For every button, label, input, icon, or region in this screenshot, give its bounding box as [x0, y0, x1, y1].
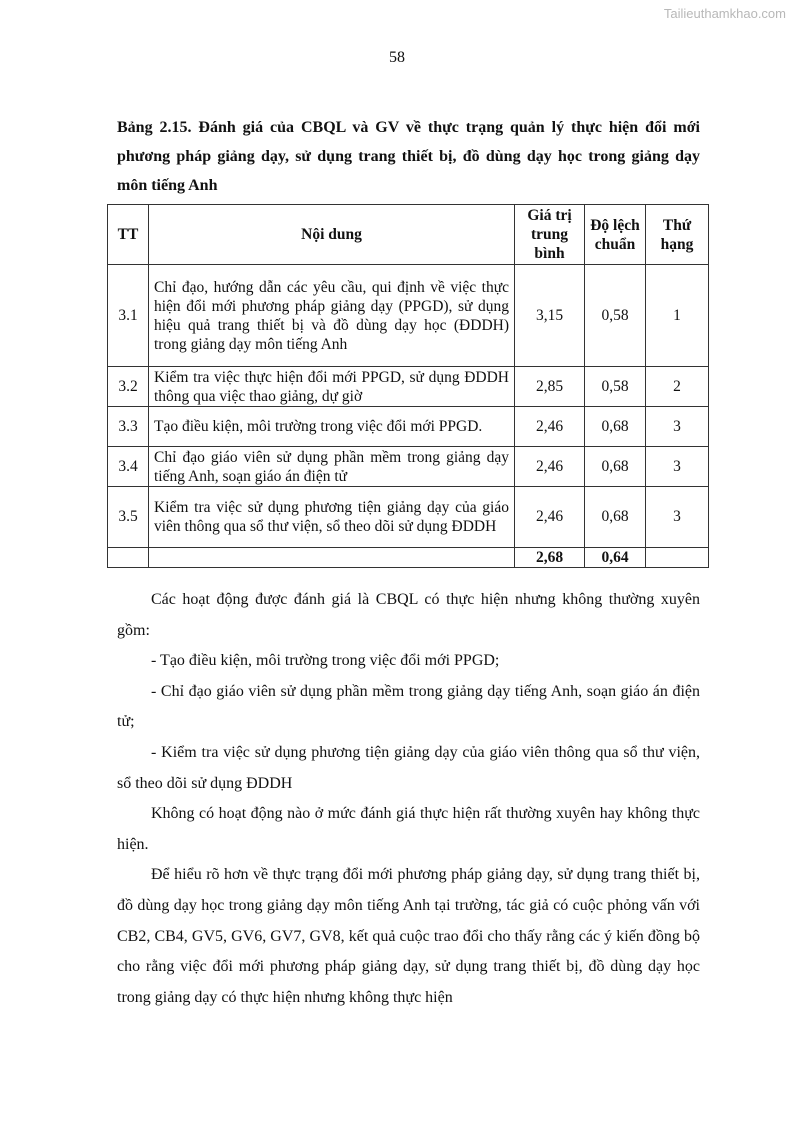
- row-tt: 3.1: [108, 265, 149, 367]
- row-rank: 1: [646, 265, 709, 367]
- row-mean: 2,46: [515, 407, 585, 447]
- paragraph: Các hoạt động được đánh giá là CBQL có thực hiện nhưng không thường xuyên gồm:: [117, 591, 700, 639]
- row-tt: 3.3: [108, 407, 149, 447]
- row-mean: 2,46: [515, 487, 585, 548]
- total-mean: 2,68: [515, 548, 585, 568]
- row-rank: 3: [646, 447, 709, 487]
- row-tt: 3.4: [108, 447, 149, 487]
- bullet-item: - Tạo điều kiện, môi trường trong việc đổi mới PPGD;: [151, 652, 500, 670]
- row-tt: 3.5: [108, 487, 149, 548]
- row-content: Kiểm tra việc thực hiện đổi mới PPGD, sử dụng ĐDDH thông qua việc thao giảng, dự giờ: [149, 367, 515, 407]
- table-caption: Bảng 2.15. Đánh giá của CBQL và GV về thực trạng quản lý thực hiện đổi mới phương pháp giảng dạy, sử dụng trang thiết bị, đồ dùng dạy học trong giảng dạy môn tiếng Anh: [117, 119, 700, 194]
- row-mean: 3,15: [515, 265, 585, 367]
- header-tt: TT: [108, 205, 149, 265]
- paragraph: Không có hoạt động nào ở mức đánh giá thực hiện rất thường xuyên hay không thực hiện.: [117, 805, 700, 853]
- row-tt: 3.2: [108, 367, 149, 407]
- body-text: [117, 585, 700, 1013]
- table-row: [108, 407, 709, 447]
- row-rank: 3: [646, 487, 709, 548]
- row-mean: 2,46: [515, 447, 585, 487]
- row-content: Chỉ đạo, hướng dẫn các yêu cầu, qui định về việc thực hiện đổi mới phương pháp giảng dạy (PPGD), sử dụng hiệu quả trang thiết bị và đồ dùng dạy học (ĐDDH) trong giảng dạy môn tiếng Anh: [149, 265, 515, 367]
- total-sd: 0,64: [585, 548, 646, 568]
- page-number: 58: [389, 49, 405, 66]
- table-header-row: [108, 205, 709, 265]
- row-mean: 2,85: [515, 367, 585, 407]
- row-sd: 0,58: [585, 265, 646, 367]
- row-rank: 3: [646, 407, 709, 447]
- total-tt: [108, 548, 149, 568]
- row-content: Kiểm tra việc sử dụng phương tiện giảng dạy của giáo viên thông qua sổ thư viện, sổ theo dõi sử dụng ĐDDH: [149, 487, 515, 548]
- table-row: [108, 367, 709, 407]
- total-content: [149, 548, 515, 568]
- watermark: Tailieuthamkhao.com: [663, 6, 786, 21]
- paragraph: Để hiểu rõ hơn về thực trạng đổi mới phương pháp giảng dạy, sử dụng trang thiết bị, đồ dùng dạy học trong giảng dạy môn tiếng Anh tại trường, tác giả có cuộc phỏng vấn với CB2, CB4, GV5, GV6, GV7, GV8, kết quả cuộc trao đổi cho thấy rằng các ý kiến đồng bộ cho rằng việc đổi mới phương pháp giảng dạy, sử dụng trang thiết bị, đồ dùng dạy học trong giảng dạy có thực hiện nhưng không thực hiện: [117, 866, 700, 1006]
- table-total-row: [108, 548, 709, 568]
- bullet-item: - Kiểm tra việc sử dụng phương tiện giảng dạy của giáo viên thông qua sổ thư viện, sổ theo dõi sử dụng ĐDDH: [117, 743, 700, 792]
- row-sd: 0,58: [585, 367, 646, 407]
- header-rank: Thứ hạng: [646, 205, 709, 265]
- row-sd: 0,68: [585, 407, 646, 447]
- row-sd: 0,68: [585, 447, 646, 487]
- header-content: Nội dung: [149, 205, 515, 265]
- row-content: Chỉ đạo giáo viên sử dụng phần mềm trong giảng dạy tiếng Anh, soạn giáo án điện tử: [149, 447, 515, 487]
- header-sd: Độ lệch chuẩn: [585, 205, 646, 265]
- header-mean: Giá trị trung bình: [515, 205, 585, 265]
- row-content: Tạo điều kiện, môi trường trong việc đổi mới PPGD.: [149, 407, 515, 447]
- row-rank: 2: [646, 367, 709, 407]
- row-sd: 0,68: [585, 487, 646, 548]
- table-row: [108, 487, 709, 548]
- total-rank: [646, 548, 709, 568]
- table-row: [108, 265, 709, 367]
- evaluation-table: [107, 204, 709, 568]
- table-row: [108, 447, 709, 487]
- bullet-item: - Chỉ đạo giáo viên sử dụng phần mềm trong giảng dạy tiếng Anh, soạn giáo án điện tử;: [117, 682, 700, 731]
